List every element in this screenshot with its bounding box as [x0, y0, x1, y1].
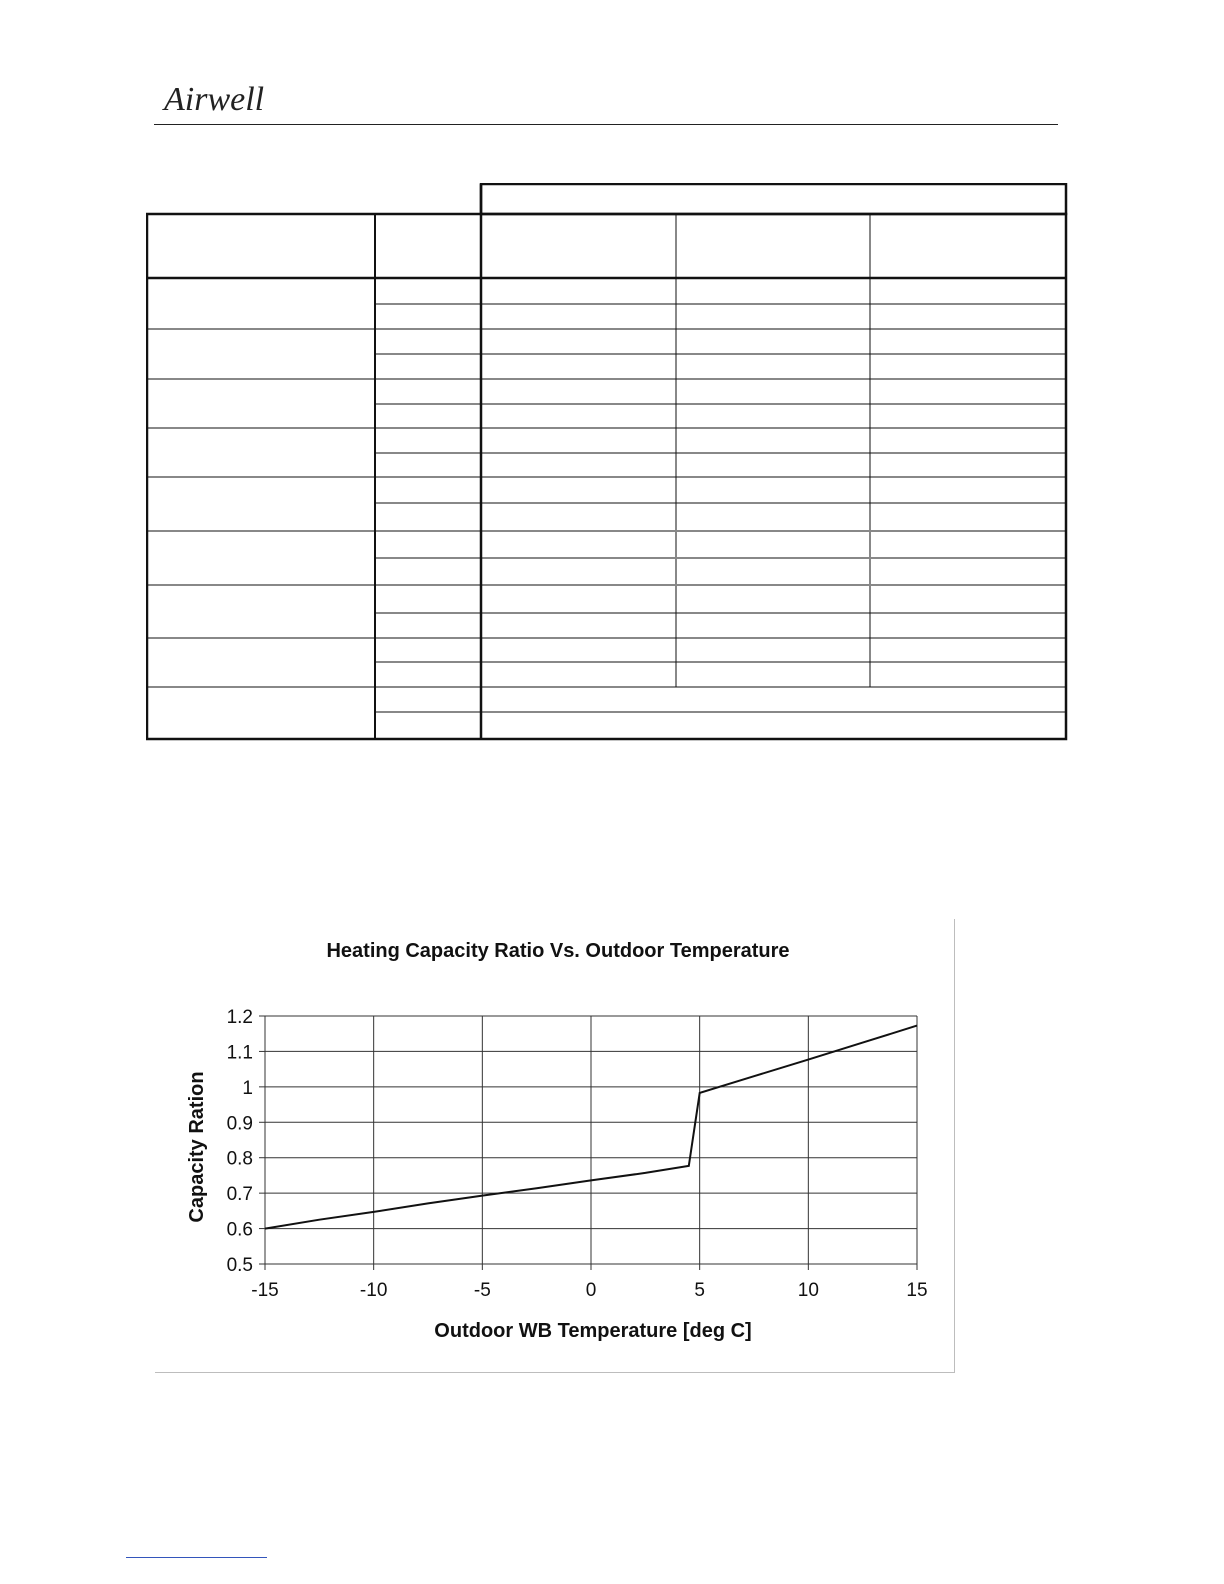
x-tick-label: 15 [906, 1280, 928, 1301]
y-tick-label: 0.5 [226, 1255, 253, 1276]
y-tick-label: 1.2 [226, 1007, 253, 1028]
airwell-logo [160, 78, 300, 120]
y-tick-label: 1.1 [226, 1042, 253, 1064]
x-tick-label: -15 [251, 1280, 279, 1301]
x-tick-label: 0 [585, 1280, 597, 1301]
logo-wordmark: Airwell [164, 81, 265, 118]
capacity-ratio-chart [155, 919, 955, 1373]
y-tick-label: 1 [242, 1077, 253, 1099]
header-rule [154, 124, 1058, 125]
x-tick-label: 10 [797, 1280, 819, 1301]
spec-table [146, 183, 1068, 741]
x-axis-label: Outdoor WB Temperature [deg C] [434, 1320, 752, 1342]
footer-link-underline[interactable] [126, 1557, 267, 1558]
x-tick-label: -5 [473, 1280, 491, 1301]
y-tick-label: 0.8 [226, 1148, 253, 1170]
x-tick-label: -10 [359, 1280, 388, 1301]
y-tick-label: 0.6 [226, 1219, 253, 1241]
y-axis-label: Capacity Ration [186, 1071, 208, 1223]
x-tick-label: 5 [694, 1280, 705, 1301]
chart-frame [155, 919, 955, 1373]
chart-title: Heating Capacity Ratio Vs. Outdoor Temperature [326, 940, 790, 962]
y-tick-label: 0.9 [226, 1113, 253, 1135]
table-group-header [481, 184, 1066, 214]
y-tick-label: 0.7 [226, 1184, 253, 1206]
